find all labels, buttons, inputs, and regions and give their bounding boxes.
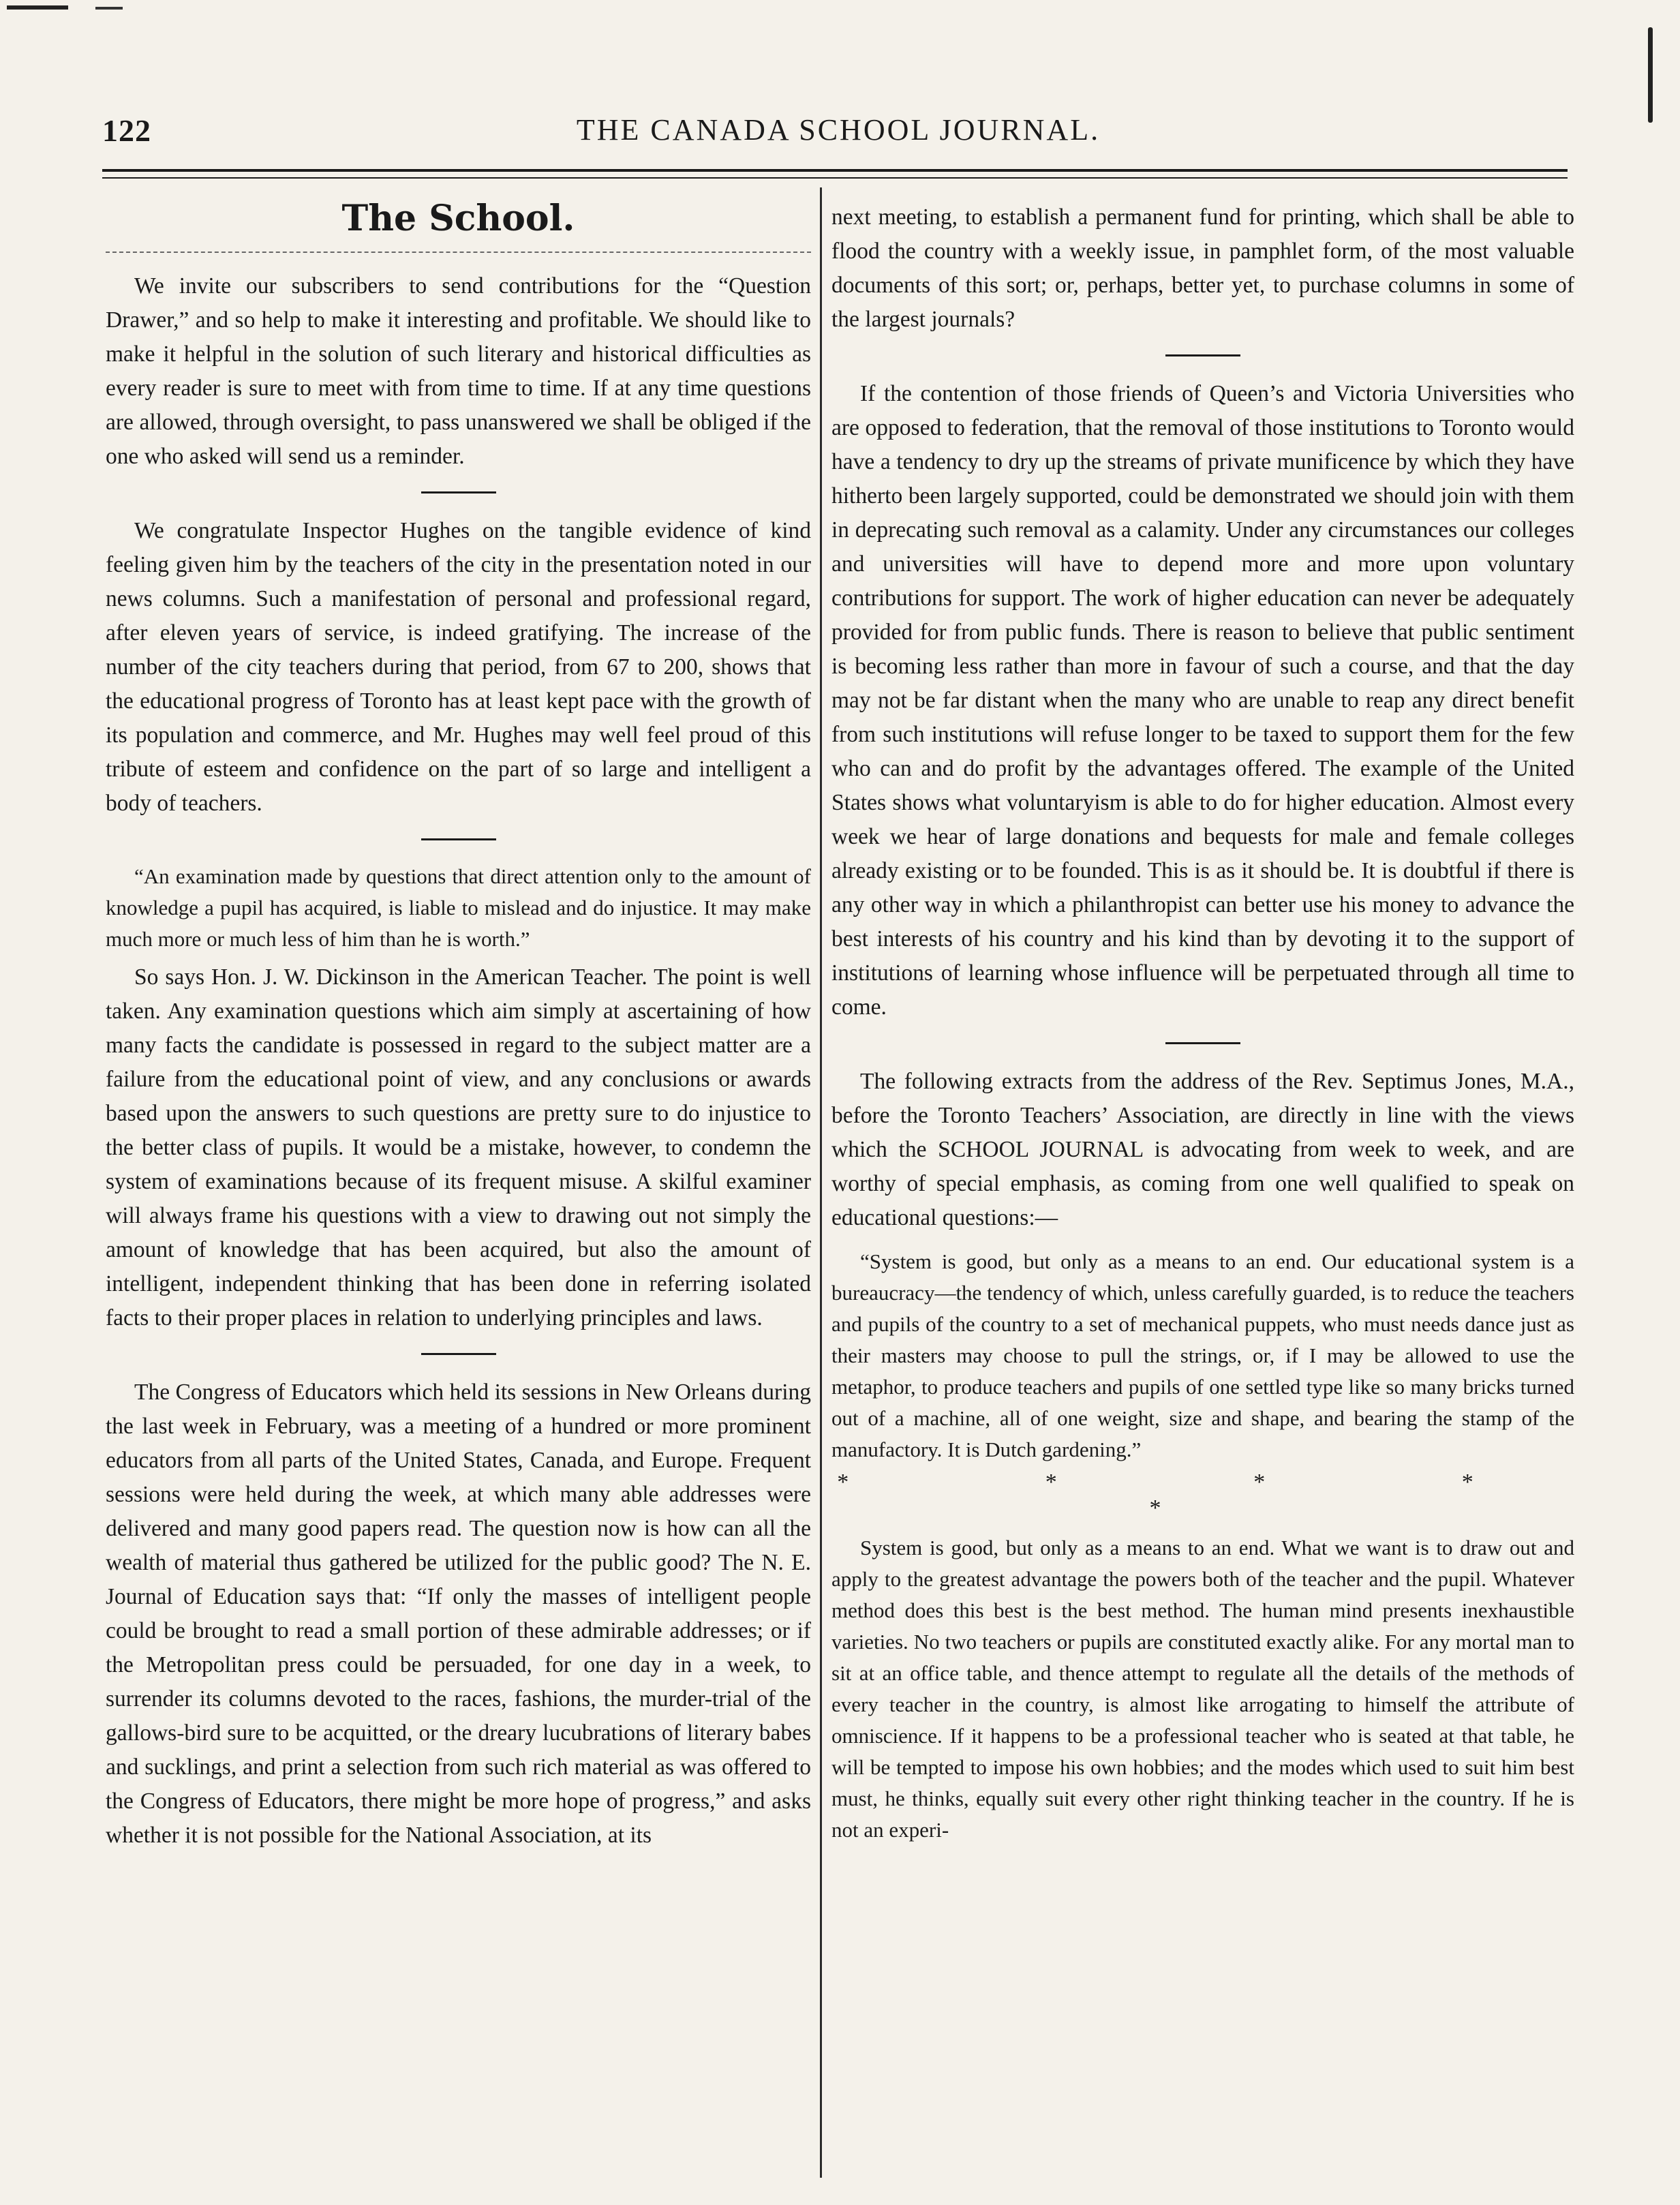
right-column bbox=[831, 191, 1574, 1846]
paragraph: The Congress of Educators which held its sessions in New Orleans during the last week in February, was a meeting of a hundred or more prominent educators from all parts of the United States, Canada, and Europe. Frequent sessions were held during the week, at which many able addresses were delivered and many good papers read. The question now is how can all the wealth of material thus gathered be utilized for the public good? The N. E. Journal of Education says that: “If only the masses of intelligent people could be brought to read a small portion of these admirable addresses; or if the Metropolitan press could be persuaded, for one day in a week, to surrender its columns devoted to the races, fashions, the murder-trial of the gallows-bird sure to be acquitted, or the dreary lucubrations of literary babes and sucklings, and print a selection from such rich material as was offered to the Congress of Educators, there might be more hope of progress,” and asks whether it is not possible for the National Association, at its bbox=[106, 1380, 811, 1848]
section-title: The School. bbox=[341, 198, 575, 239]
header-rule bbox=[102, 169, 1568, 172]
section-separator bbox=[1165, 1042, 1240, 1044]
paragraph: We congratulate Inspector Hughes on the tangible evidence of kind feeling given him by the teachers of the city in the presentation noted in our news columns. Such a manifestation of personal and professional regard, after eleven years of service, is indeed gratifying. The increase of the number of the city teachers during that period, from 67 to 200, shows that the educational progress of Toronto has at least kept pace with the growth of its population and commerce, and Mr. Hughes may well feel proud of this tribute of esteem and confidence on the part of so large and intelligent a body of teachers. bbox=[106, 518, 811, 816]
journal-title: THE CANADA SCHOOL JOURNAL. bbox=[576, 113, 1101, 147]
paragraph: System is good, but only as a means to an end. What we want is to draw out and apply to the greatest advantage the powers both of the teacher and the pupil. Whatever method does this best is the best method. The human mind presents inexhaustible varieties. No two teachers or pupils are constituted exactly alike. For any mortal man to sit at an office table, and thence attempt to regulate all the details of the methods of every teacher in the country, is almost like arrogating to himself the attribute of omniscience. If it happens to be a professional teacher who is seated at that table, he will be tempted to impose his own hobbies; and the modes which used to suit him best must, he thinks, equally suit every other right thinking teacher in the country. If he is not an experi- bbox=[831, 1536, 1574, 1842]
paragraph: So says Hon. J. W. Dickinson in the American Teacher. The point is well taken. Any examination questions which aim simply at ascertaining of how many facts the candidate is possessed in regard to the subject matter are a failure from the educational point of view, and any conclusions or awards based upon the answers to such questions are pretty sure to do injustice to the better class of pupils. It would be a mistake, however, to condemn the system of examinations because of its frequent misuse. A skilful examiner will always frame his questions with a view to drawing out not simply the amount of knowledge that has been acquired, but also the amount of intelligent, independent thinking that has been done in referring isolated facts to their proper places in relation to underlying principles and laws. bbox=[106, 964, 811, 1330]
section-separator bbox=[421, 1353, 496, 1355]
paragraph: The following extracts from the address of the Rev. Septimus Jones, M.A., before the Toronto Teachers’ Association, are directly in line with the views which the SCHOOL JOURNAL is advocating from week to week, and are worthy of special emphasis, as coming from one well qualified to speak on educational questions:— bbox=[831, 1069, 1574, 1230]
quoted-paragraph: “System is good, but only as a means to an end. Our educational system is a bureaucracy—the tendency of which, unless carefully guarded, is to reduce the teachers and pupils of the country to a set of mechanical puppets, who must needs dance just as their masters may choose to pull the strings, or, if I may be allowed to use the metaphor, to produce teachers and pupils of one settled type like so many bricks turned out of a machine, all of one weight, size and shape, and bearing the stamp of the manufactory. It is Dutch gardening.” bbox=[831, 1249, 1574, 1461]
quoted-paragraph: “An examination made by questions that direct attention only to the amount of knowledge a pupil has acquired, is liable to mislead and do injustice. It may make much more or much less of him than he is worth.” bbox=[106, 864, 811, 951]
section-separator bbox=[421, 491, 496, 493]
scan-edge-mark bbox=[1648, 27, 1653, 123]
section-stars: * * * * * bbox=[837, 1470, 1569, 1521]
column-divider bbox=[820, 187, 822, 2178]
title-rule bbox=[106, 252, 811, 254]
scan-mark bbox=[7, 5, 68, 10]
header-rule-thin bbox=[102, 177, 1568, 179]
page-number: 122 bbox=[102, 113, 151, 148]
page-header bbox=[102, 112, 1574, 167]
paragraph: We invite our subscribers to send contributions for the “Question Drawer,” and so help to make it interesting and profitable. We should like to make it helpful in the solution of such literary and historical difficulties as every reader is sure to meet with from time to time. If at any time questions are allowed, through oversight, to pass unanswered we shall be obliged if the one who asked will send us a reminder. bbox=[106, 273, 811, 469]
scan-mark bbox=[95, 7, 123, 10]
paragraph: next meeting, to establish a permanent fund for printing, which shall be able to flood the country with a weekly issue, in pamphlet form, of the most valuable documents of this sort; or, perhaps, better yet, to purchase columns in some of the largest journals? bbox=[831, 204, 1574, 332]
left-column bbox=[106, 191, 811, 1853]
paragraph: If the contention of those friends of Queen’s and Victoria Universities who are opposed to federation, that the removal of those institutions to Toronto would have a tendency to dry up the streams of private munificence by which they have hitherto been largely supported, could be demonstrated we should join with them in deprecating such removal as a calamity. Under any circumstances our colleges and universities will have to depend more and more upon voluntary contributions for support. The work of higher education can never be adequately provided for from public funds. There is reason to believe that public sentiment is becoming less rather than more in favour of such a course, and that the day may not be far distant when the many who are unable to reap any direct benefit from such institutions will refuse longer to be taxed to support them for the few who can and do profit by the advantages offered. The example of the United States shows what voluntaryism is able to do for higher education. Almost every week we hear of large donations and bequests for male and female colleges already existing or to be founded. This is as it should be. It is doubtful if there is any other way in which a philanthropist can better use his money to advance the best interests of his country and his kind than by devoting it to the support of institutions of learning whose influence will be perpetuated through all time to come. bbox=[831, 381, 1574, 1020]
section-separator bbox=[421, 838, 496, 840]
section-separator bbox=[1165, 354, 1240, 356]
